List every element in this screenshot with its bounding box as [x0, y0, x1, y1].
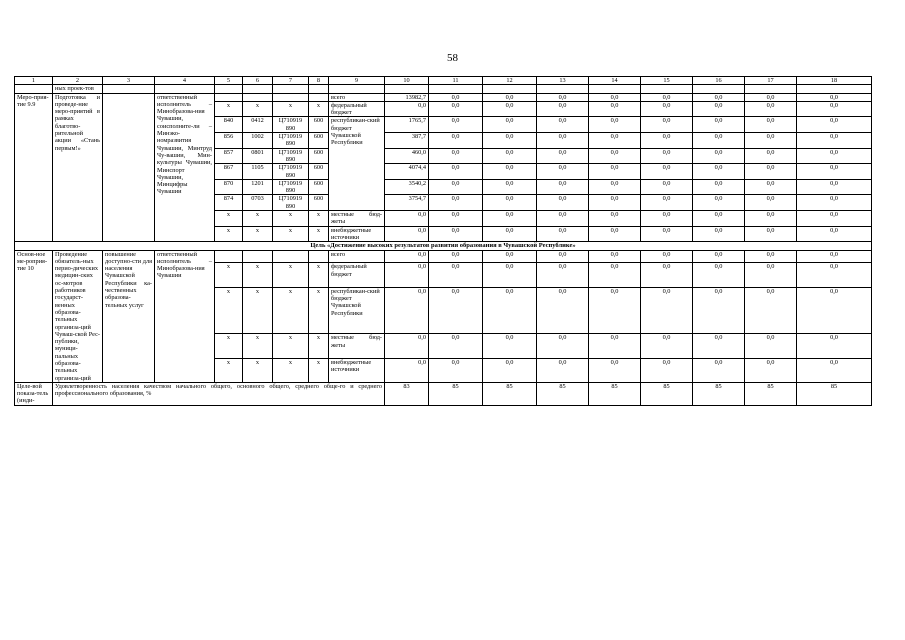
section-code-cell: x [243, 226, 273, 242]
table-cell [429, 85, 483, 93]
target-value-cell: 85 [641, 382, 693, 405]
value-cell: 0,0 [483, 164, 537, 180]
value-cell: 0,0 [797, 287, 872, 334]
value-cell: 0,0 [797, 164, 872, 180]
target-row [15, 382, 872, 405]
value-cell: 0,0 [483, 263, 537, 287]
column-number-cell: 4 [155, 77, 215, 85]
value-cell: 0,0 [745, 250, 797, 263]
gr-code-cell: 856 [215, 133, 243, 149]
value-cell: 0,0 [589, 263, 641, 287]
gr-code-cell: x [215, 211, 243, 227]
value-cell: 0,0 [589, 148, 641, 164]
funding-source-cell: всего [329, 250, 385, 263]
value-cell: 0,0 [429, 211, 483, 227]
value-cell: 0,0 [641, 93, 693, 101]
value-cell: 0,0 [693, 287, 745, 334]
column-number-cell: 6 [243, 77, 273, 85]
value-cell: 0,0 [483, 133, 537, 149]
section-code-cell: 0412 [243, 117, 273, 133]
value-cell: 0,0 [589, 101, 641, 117]
expense-group-cell: x [309, 101, 329, 117]
gr-code-cell: 870 [215, 179, 243, 195]
section-code-cell: 1201 [243, 179, 273, 195]
section-code-cell: x [243, 358, 273, 382]
page-number: 58 [447, 52, 458, 64]
section-code-cell [243, 93, 273, 101]
column-number-cell: 11 [429, 77, 483, 85]
value-cell: 0,0 [693, 117, 745, 133]
value-cell: 0,0 [537, 179, 589, 195]
funding-source-cell: всего [329, 93, 385, 101]
header-row [15, 77, 872, 85]
target-article-cell: Ц710919 890 [273, 133, 309, 149]
funding-source-cell: местные бюд-жеты [329, 334, 385, 358]
gr-code-cell: 874 [215, 195, 243, 211]
value-cell: 0,0 [483, 101, 537, 117]
expense-group-cell: 600 [309, 133, 329, 149]
target-value-cell: 85 [483, 382, 537, 405]
column-number-cell: 14 [589, 77, 641, 85]
target-article-cell: Ц710919 890 [273, 195, 309, 211]
target-article-cell: x [273, 101, 309, 117]
value-cell: 0,0 [429, 117, 483, 133]
event-indicator-cell: повышение доступно-сти для населения Чувашской Республики ка-чественных образова-тельных услуг [103, 250, 155, 382]
value-cell: 0,0 [537, 334, 589, 358]
value-cell: 0,0 [745, 334, 797, 358]
value-cell: 0,0 [797, 117, 872, 133]
value-cell: 0,0 [429, 148, 483, 164]
value-cell: 0,0 [537, 250, 589, 263]
table-cell [273, 85, 309, 93]
value-cell: 0,0 [745, 195, 797, 211]
value-cell: 0,0 [429, 334, 483, 358]
value-cell: 0,0 [745, 263, 797, 287]
value-cell: 0,0 [797, 226, 872, 242]
value-cell: 0,0 [641, 133, 693, 149]
value-cell: 0,0 [385, 226, 429, 242]
value-cell: 0,0 [693, 179, 745, 195]
value-cell: 0,0 [429, 358, 483, 382]
column-number-cell: 13 [537, 77, 589, 85]
value-cell: 0,0 [483, 226, 537, 242]
target-article-cell [273, 250, 309, 263]
value-cell: 0,0 [385, 101, 429, 117]
table-cell [745, 85, 797, 93]
target-value-cell: 85 [797, 382, 872, 405]
column-number-cell: 3 [103, 77, 155, 85]
value-cell: 0,0 [589, 93, 641, 101]
value-cell: 0,0 [797, 133, 872, 149]
event-indicator-cell [103, 93, 155, 242]
value-cell: 0,0 [745, 287, 797, 334]
value-cell: 0,0 [589, 358, 641, 382]
table-cell [215, 85, 243, 93]
value-cell: 0,0 [537, 93, 589, 101]
target-article-cell: x [273, 211, 309, 227]
expense-group-cell: x [309, 211, 329, 227]
table-cell [537, 85, 589, 93]
value-cell: 0,0 [589, 195, 641, 211]
value-cell: 0,0 [641, 263, 693, 287]
value-cell: 0,0 [641, 195, 693, 211]
table-cell [693, 85, 745, 93]
value-cell: 0,0 [429, 101, 483, 117]
gr-code-cell: x [215, 334, 243, 358]
expense-group-cell: x [309, 334, 329, 358]
value-cell: 0,0 [483, 179, 537, 195]
value-cell: 0,0 [693, 250, 745, 263]
value-cell: 0,0 [797, 179, 872, 195]
column-number-cell: 10 [385, 77, 429, 85]
event-executor-cell: ответственный исполнитель – Минобразова-ния Чувашии [155, 250, 215, 382]
target-article-cell [273, 93, 309, 101]
section-code-cell: 1105 [243, 164, 273, 180]
value-cell: 0,0 [385, 334, 429, 358]
value-cell: 0,0 [797, 250, 872, 263]
value-cell: 0,0 [385, 250, 429, 263]
value-cell: 0,0 [641, 101, 693, 117]
value-cell: 4074,4 [385, 164, 429, 180]
value-cell: 0,0 [483, 334, 537, 358]
value-cell: 13982,7 [385, 93, 429, 101]
value-cell: 0,0 [797, 211, 872, 227]
value-cell: 0,0 [385, 287, 429, 334]
value-cell: 0,0 [589, 164, 641, 180]
value-cell: 0,0 [385, 263, 429, 287]
value-cell: 0,0 [429, 287, 483, 334]
value-cell: 0,0 [641, 287, 693, 334]
value-cell: 0,0 [589, 226, 641, 242]
value-cell: 0,0 [641, 226, 693, 242]
target-text-cell: Удовлетворенность населения качеством начального общего, основного общего, среднего обще-го и среднего профессионального образования, % [53, 382, 385, 405]
column-number-cell: 2 [53, 77, 103, 85]
value-cell: 0,0 [429, 226, 483, 242]
section-code-cell: 1002 [243, 133, 273, 149]
target-article-cell: Ц710919 890 [273, 164, 309, 180]
expense-group-cell: 600 [309, 117, 329, 133]
expense-group-cell: 600 [309, 148, 329, 164]
value-cell: 0,0 [537, 133, 589, 149]
section-code-cell: x [243, 263, 273, 287]
value-cell: 0,0 [537, 195, 589, 211]
value-cell: 0,0 [693, 93, 745, 101]
value-cell: 0,0 [589, 250, 641, 263]
event-code-cell: Основ-ное ме-роприя-тие 10 [15, 250, 53, 382]
value-cell: 0,0 [745, 179, 797, 195]
value-cell: 0,0 [745, 101, 797, 117]
table-cell [641, 85, 693, 93]
section-code-cell: x [243, 101, 273, 117]
value-cell: 0,0 [589, 179, 641, 195]
value-cell: 0,0 [385, 211, 429, 227]
value-cell: 0,0 [745, 226, 797, 242]
value-cell: 0,0 [429, 93, 483, 101]
expense-group-cell: 600 [309, 164, 329, 180]
value-cell: 0,0 [483, 93, 537, 101]
section-code-cell: x [243, 287, 273, 334]
gr-code-cell: 857 [215, 148, 243, 164]
value-cell: 0,0 [641, 250, 693, 263]
table-row [15, 93, 872, 101]
target-article-cell: Ц710919 890 [273, 117, 309, 133]
value-cell: 3540,2 [385, 179, 429, 195]
value-cell: 0,0 [385, 358, 429, 382]
target-article-cell: x [273, 334, 309, 358]
table-row [15, 250, 872, 263]
value-cell: 0,0 [693, 195, 745, 211]
value-cell: 0,0 [693, 226, 745, 242]
target-value-cell: 85 [429, 382, 483, 405]
section-code-cell [243, 250, 273, 263]
value-cell: 0,0 [483, 211, 537, 227]
value-cell: 0,0 [641, 211, 693, 227]
value-cell: 0,0 [429, 263, 483, 287]
expense-group-cell: x [309, 263, 329, 287]
expense-group-cell [309, 250, 329, 263]
value-cell: 0,0 [797, 358, 872, 382]
target-article-cell: x [273, 263, 309, 287]
value-cell: 0,0 [537, 263, 589, 287]
value-cell: 0,0 [797, 101, 872, 117]
value-cell: 0,0 [537, 226, 589, 242]
funding-source-cell: внебюджетные источники [329, 226, 385, 242]
funding-source-cell: федеральный бюджет [329, 101, 385, 117]
value-cell: 0,0 [483, 117, 537, 133]
target-article-cell: x [273, 358, 309, 382]
value-cell: 460,0 [385, 148, 429, 164]
funding-source-cell: республикан-ский бюджет Чувашской Республики [329, 287, 385, 334]
value-cell: 0,0 [641, 334, 693, 358]
gr-code-cell: x [215, 101, 243, 117]
value-cell: 0,0 [589, 211, 641, 227]
table-cell [385, 85, 429, 93]
funding-source-cell: федеральный бюджет [329, 263, 385, 287]
target-article-cell: Ц710919 890 [273, 179, 309, 195]
value-cell: 0,0 [483, 358, 537, 382]
expense-group-cell: 600 [309, 195, 329, 211]
value-cell: 0,0 [641, 358, 693, 382]
table-cell [15, 85, 53, 93]
program-table [14, 76, 872, 406]
value-cell: 0,0 [745, 164, 797, 180]
column-number-cell: 17 [745, 77, 797, 85]
value-cell: 0,0 [589, 133, 641, 149]
value-cell: 0,0 [797, 148, 872, 164]
value-cell: 0,0 [429, 179, 483, 195]
section-code-cell: x [243, 334, 273, 358]
value-cell: 0,0 [589, 117, 641, 133]
column-number-cell: 18 [797, 77, 872, 85]
value-cell: 0,0 [537, 101, 589, 117]
value-cell: 0,0 [693, 148, 745, 164]
value-cell: 0,0 [537, 164, 589, 180]
gr-code-cell [215, 250, 243, 263]
value-cell: 0,0 [745, 148, 797, 164]
table-cell [309, 85, 329, 93]
value-cell: 0,0 [641, 179, 693, 195]
gr-code-cell: x [215, 358, 243, 382]
value-cell: 0,0 [483, 250, 537, 263]
gr-code-cell: x [215, 226, 243, 242]
target-label-cell: Целе-вой показа-тель (инди- [15, 382, 53, 405]
column-number-cell: 15 [641, 77, 693, 85]
table-cell [483, 85, 537, 93]
target-value-cell: 85 [537, 382, 589, 405]
value-cell: 0,0 [797, 195, 872, 211]
gr-code-cell: x [215, 287, 243, 334]
target-article-cell: x [273, 287, 309, 334]
column-number-cell: 5 [215, 77, 243, 85]
expense-group-cell: 600 [309, 179, 329, 195]
target-value-cell: 85 [693, 382, 745, 405]
column-number-cell: 7 [273, 77, 309, 85]
column-number-cell: 16 [693, 77, 745, 85]
value-cell: 0,0 [429, 195, 483, 211]
funding-source-cell: внебюджетные источники [329, 358, 385, 382]
event-name-cell: Проведение обязатель-ных перио-дических медицин-ских ос-мотров работников государст-венных образова-тельных организа-ций Чуваш-ской Рес-публики, муници-пальных образова-тельных организа-ций [53, 250, 103, 382]
target-article-cell: Ц710919 890 [273, 148, 309, 164]
value-cell: 0,0 [693, 101, 745, 117]
value-cell: 0,0 [641, 117, 693, 133]
gr-code-cell [215, 93, 243, 101]
column-number-cell: 9 [329, 77, 385, 85]
value-cell: 0,0 [797, 263, 872, 287]
value-cell: 0,0 [693, 334, 745, 358]
gr-code-cell: x [215, 263, 243, 287]
event-code-cell: Меро-прия-тие 9.9 [15, 93, 53, 242]
table-cell [797, 85, 872, 93]
funding-source-cell: местные бюд-жеты [329, 211, 385, 227]
section-code-cell: 0801 [243, 148, 273, 164]
value-cell: 0,0 [745, 93, 797, 101]
value-cell: 0,0 [693, 358, 745, 382]
target-value-cell: 83 [385, 382, 429, 405]
gr-code-cell: 867 [215, 164, 243, 180]
value-cell: 0,0 [589, 334, 641, 358]
goal-row [15, 242, 872, 250]
value-cell: 1765,7 [385, 117, 429, 133]
expense-group-cell: x [309, 287, 329, 334]
funding-source-cell: республикан-ский бюджет Чувашской Республики [329, 117, 385, 211]
continuation-row [15, 85, 872, 93]
column-number-cell: 8 [309, 77, 329, 85]
value-cell: 0,0 [429, 133, 483, 149]
target-value-cell: 85 [589, 382, 641, 405]
value-cell: 0,0 [641, 164, 693, 180]
value-cell: 0,0 [537, 287, 589, 334]
value-cell: 0,0 [745, 117, 797, 133]
section-code-cell: x [243, 211, 273, 227]
event-executor-cell: ответственный исполнитель – Минобразова-ния Чувашии, соисполните-ли – Минэко-номразвития Чувашии, Минтруд Чу-вашии, Мин-культуры Чувашии, Минспорт Чувашии, Минцифры Чувашии [155, 93, 215, 242]
value-cell: 3754,7 [385, 195, 429, 211]
value-cell: 0,0 [693, 164, 745, 180]
value-cell: 0,0 [483, 195, 537, 211]
value-cell: 0,0 [745, 211, 797, 227]
goal-title: Цель «Достижение высоких результатов развития образования в Чувашской Республике» [15, 242, 872, 250]
value-cell: 0,0 [537, 117, 589, 133]
value-cell: 0,0 [693, 263, 745, 287]
expense-group-cell: x [309, 358, 329, 382]
value-cell: 0,0 [641, 148, 693, 164]
value-cell: 0,0 [483, 287, 537, 334]
value-cell: 0,0 [429, 164, 483, 180]
value-cell: 0,0 [745, 133, 797, 149]
column-number-cell: 12 [483, 77, 537, 85]
target-value-cell: 85 [745, 382, 797, 405]
expense-group-cell [309, 93, 329, 101]
value-cell: 0,0 [537, 211, 589, 227]
table-cell [103, 85, 155, 93]
target-article-cell: x [273, 226, 309, 242]
event-name-cell: Подготовка и проведе-ние меро-приятий в рамках благотво-рительной акции «Стань первым!» [53, 93, 103, 242]
value-cell: 0,0 [429, 250, 483, 263]
continued-name-cell: ных проек-тов [53, 85, 103, 93]
value-cell: 0,0 [483, 148, 537, 164]
value-cell: 0,0 [537, 358, 589, 382]
table-cell [589, 85, 641, 93]
table-cell [243, 85, 273, 93]
section-code-cell: 0703 [243, 195, 273, 211]
gr-code-cell: 840 [215, 117, 243, 133]
value-cell: 0,0 [693, 211, 745, 227]
expense-group-cell: x [309, 226, 329, 242]
value-cell: 387,7 [385, 133, 429, 149]
table-cell [329, 85, 385, 93]
table-cell [155, 85, 215, 93]
value-cell: 0,0 [797, 334, 872, 358]
value-cell: 0,0 [745, 358, 797, 382]
value-cell: 0,0 [589, 287, 641, 334]
value-cell: 0,0 [797, 93, 872, 101]
value-cell: 0,0 [537, 148, 589, 164]
value-cell: 0,0 [693, 133, 745, 149]
column-number-cell: 1 [15, 77, 53, 85]
